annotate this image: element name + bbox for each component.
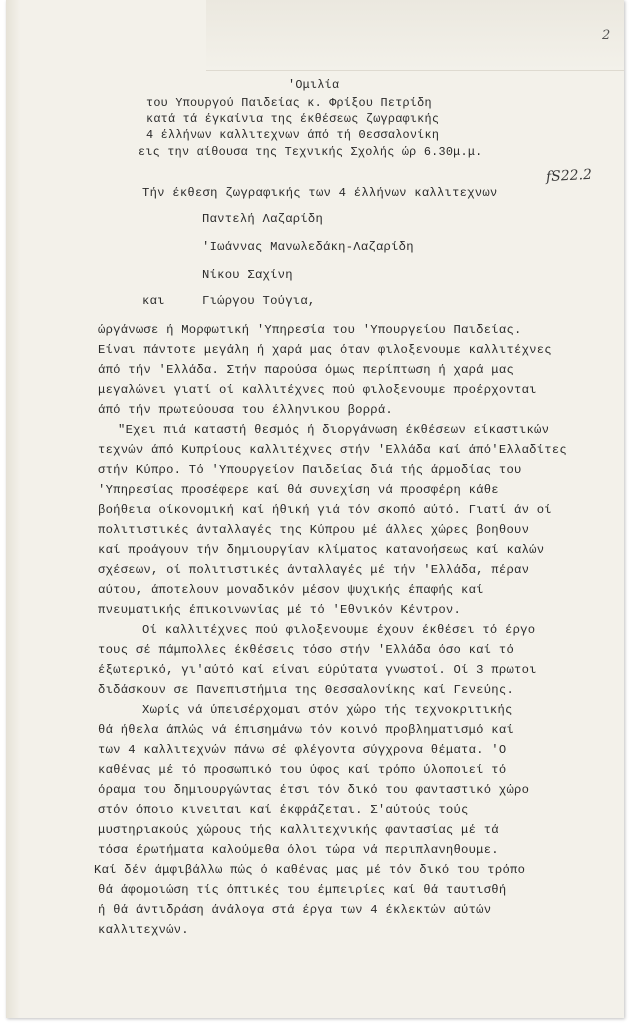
body-line: Καί δέν άμφιβάλλω πώς ό καθένας μας μέ τόν δικό του τρόπο — [94, 863, 526, 877]
body-line: Χωρίς νά ύπεισέρχομαι στόν χώρο τής τεχνοκριτικής — [142, 703, 513, 717]
salutation-intro: Τήν έκθεση ζωγραφικής των 4 έλλήνων καλλιτεχνων — [142, 186, 498, 200]
body-line: τους σέ πάμπολλες έκθέσεις τόσο στήν 'Ελλάδα όσο καί τό — [98, 643, 515, 657]
header-line: εις την αίθουσα της Τεχνικής Σχολής ώρ 6.30μ.μ. — [138, 145, 483, 159]
body-line: μεγαλώνει γιατί οί καλλιτέχνες πού φιλοξενουμε προέρχονται — [98, 383, 537, 397]
handwritten-ref-code: fS22.2 — [545, 166, 593, 186]
body-line: θά άφομοιώση τίς όπτικές του έμπειρίες καί θά ταυτισθή — [98, 883, 507, 897]
paper-edge-shadow — [6, 0, 20, 1018]
artist-name: 'Ιωάννας Μανωλεδάκη-Λαζαρίδη — [202, 240, 414, 254]
body-line: 'Υπηρεσίας προσέφερε καί θά συνεχίση νά προσφέρη κάθε — [98, 483, 499, 497]
body-line: τόσα έρωτήματα καλούμεθα όλοι τώρα νά περιπλανηθουμε. — [98, 843, 499, 857]
body-line: αύτου, άποτελουν μοναδικόν μέσον ψυχικής έπαφής καί — [98, 583, 484, 597]
body-line: βοήθεια οίκονομική καί ήθική γιά τόν σκοπό αύτό. Γιατί άν οί — [98, 503, 552, 517]
body-line: τεχνών άπό Κυπρίους καλλιτέχνες στήν 'Ελλάδα καί άπό'Ελλαδίτες — [98, 443, 567, 457]
artist-name: Γιώργου Τούγια, — [202, 294, 316, 308]
body-line: Είναι πάντοτε μεγάλη ή χαρά μας όταν φιλοξενουμε καλλιτέχνες — [98, 343, 552, 357]
body-line: άπό τήν πρωτεύουσα του έλληνικου βορρά. — [98, 403, 393, 417]
body-line: Οί καλλιτέχνες πού φιλοξενουμε έχουν έκθέσει τό έργο — [142, 623, 536, 637]
body-line: καί προάγουν τήν δημιουργίαν κλίματος κατανοήσεως καί καλών — [98, 543, 545, 557]
body-line: έξωτερικό, γι'αύτό καί είναι εύρύτατα γνωστοί. Οί 3 πρωτοι — [98, 663, 537, 677]
header-line: κατά τά έγκαίνια της έκθέσεως ζωγραφικής — [146, 112, 440, 126]
and-word: και — [142, 294, 165, 308]
body-line: στόν όποιο κινειται καί έκφράζεται. Σ'αύτούς τούς — [98, 803, 469, 817]
body-line: ή θά άντιδράση άνάλογα στά έργα των 4 έκλεκτών αύτών — [98, 903, 492, 917]
body-line: ώργάνωσε ή Μορφωτική 'Υπηρεσία του 'Υπουργείου Παιδείας. — [98, 323, 522, 337]
body-line: πνευματικής έπικοινωνίας μέ τό 'Εθνικόν Κέντρον. — [98, 603, 462, 617]
header-line: του Υπουργού Παιδείας κ. Φρίξου Πετρίδη — [146, 96, 432, 110]
body-line: πολιτιστικές άνταλλαγές της Κύπρου μέ άλλες χώρες βοηθουν — [98, 523, 530, 537]
body-line: στήν Κύπρο. Τό 'Υπουργείον Παιδείας διά τής άρμοδίας του — [98, 463, 522, 477]
body-line: διδάσκουν σε Πανεπιστήμια της Θεσσαλονίκης καί Γενεύης. — [98, 683, 515, 697]
body-line: μυστηριακούς χώρους τής καλλιτεχνικής φαντασίας μέ τά — [98, 823, 499, 837]
body-line: καλλιτεχνών. — [98, 923, 189, 937]
artist-name: Νίκου Σαχίνη — [202, 268, 293, 282]
header-line: 4 έλλήνων καλλιτεχνων άπό τή Θεσσαλονίκη — [146, 128, 440, 142]
artist-name: Παντελή Λαζαρίδη — [202, 212, 324, 226]
body-line: καθένας μέ τό προσωπικό του ύφος καί τρόπο ύλοποιεί τό — [98, 763, 507, 777]
body-line: των 4 καλλιτεχνών πάνω σέ φλέγοντα σύγχρονα θέματα. 'Ο — [98, 743, 507, 757]
page-number: 2 — [602, 28, 611, 43]
document-page — [6, 0, 624, 1018]
body-line: "Εχει πιά καταστή θεσμός ή διοργάνωση έκθέσεων είκαστικών — [118, 423, 550, 437]
body-line: άπό τήν 'Ελλάδα. Στήν παρούσα όμως περίπτωση ή χαρά μας — [98, 363, 515, 377]
paper-fold — [206, 0, 624, 71]
body-line: σχέσεων, οί πολιτιστικές άνταλλαγές μέ τήν 'Ελλάδα, πέραν — [98, 563, 530, 577]
body-line: όραμα του δημιουργώντας έτσι τόν δικό του φανταστικό χώρο — [98, 783, 530, 797]
body-line: θά ήθελα άπλώς νά έπισημάνω τόν κοινό προβληματισμό καί — [98, 723, 515, 737]
speech-title: 'Ομιλία — [288, 78, 340, 92]
